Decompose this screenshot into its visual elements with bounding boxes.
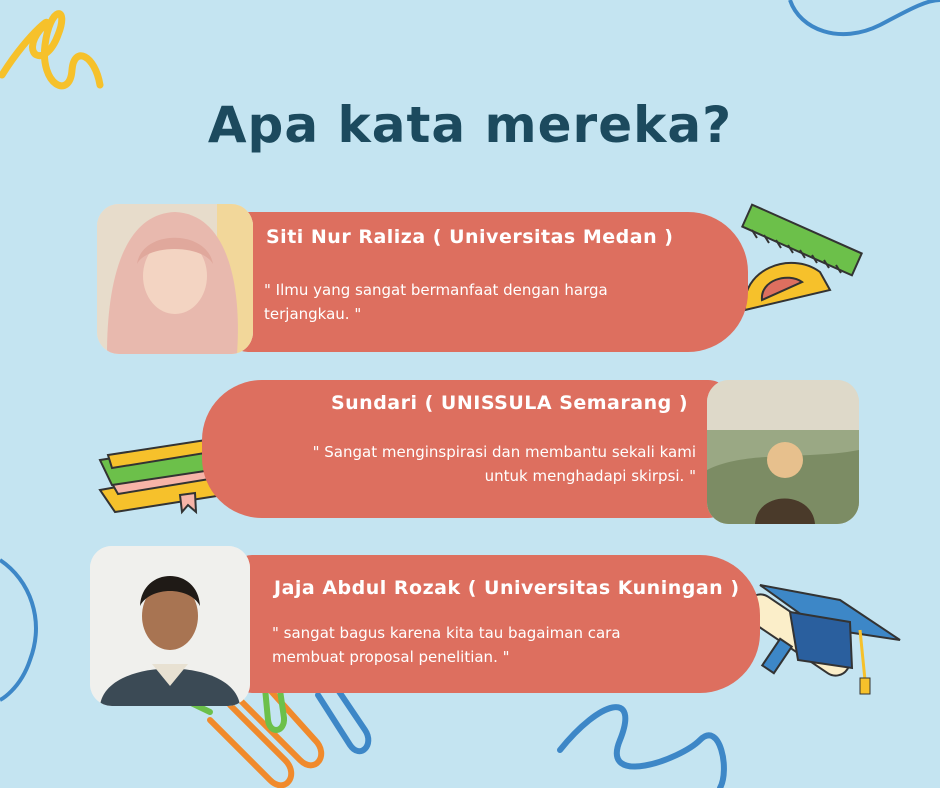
squiggle-blue-bottom	[560, 707, 724, 788]
testimonial-quote: " Sangat menginspirasi dan membantu sekali kami untuk menghadapi skirpsi. "	[312, 443, 696, 485]
testimonial-card-1	[228, 212, 748, 352]
squiggle-blue-top	[790, 0, 940, 34]
squiggle-yellow	[2, 14, 100, 86]
testimonial-quote: " Ilmu yang sangat bermanfaat dengan harga terjangkau. "	[264, 281, 608, 323]
avatar-photo-1	[97, 204, 253, 354]
testimonial-name: Jaja Abdul Rozak ( Universitas Kuningan )	[274, 577, 740, 599]
testimonial-name: Sundari ( UNISSULA Semarang )	[330, 392, 688, 414]
avatar-photo-3	[90, 546, 250, 706]
testimonial-quote: " sangat bagus karena kita tau bagaiman cara membuat proposal penelitian. "	[272, 624, 621, 666]
page-title: Apa kata mereka?	[207, 96, 733, 154]
squiggle-blue-left	[0, 560, 36, 700]
avatar-photo-2	[707, 380, 859, 524]
testimonial-name: Siti Nur Raliza ( Universitas Medan )	[266, 226, 674, 248]
testimonial-card-2	[202, 380, 732, 518]
testimonial-card-3	[232, 555, 760, 693]
protractor-icon	[745, 263, 830, 310]
